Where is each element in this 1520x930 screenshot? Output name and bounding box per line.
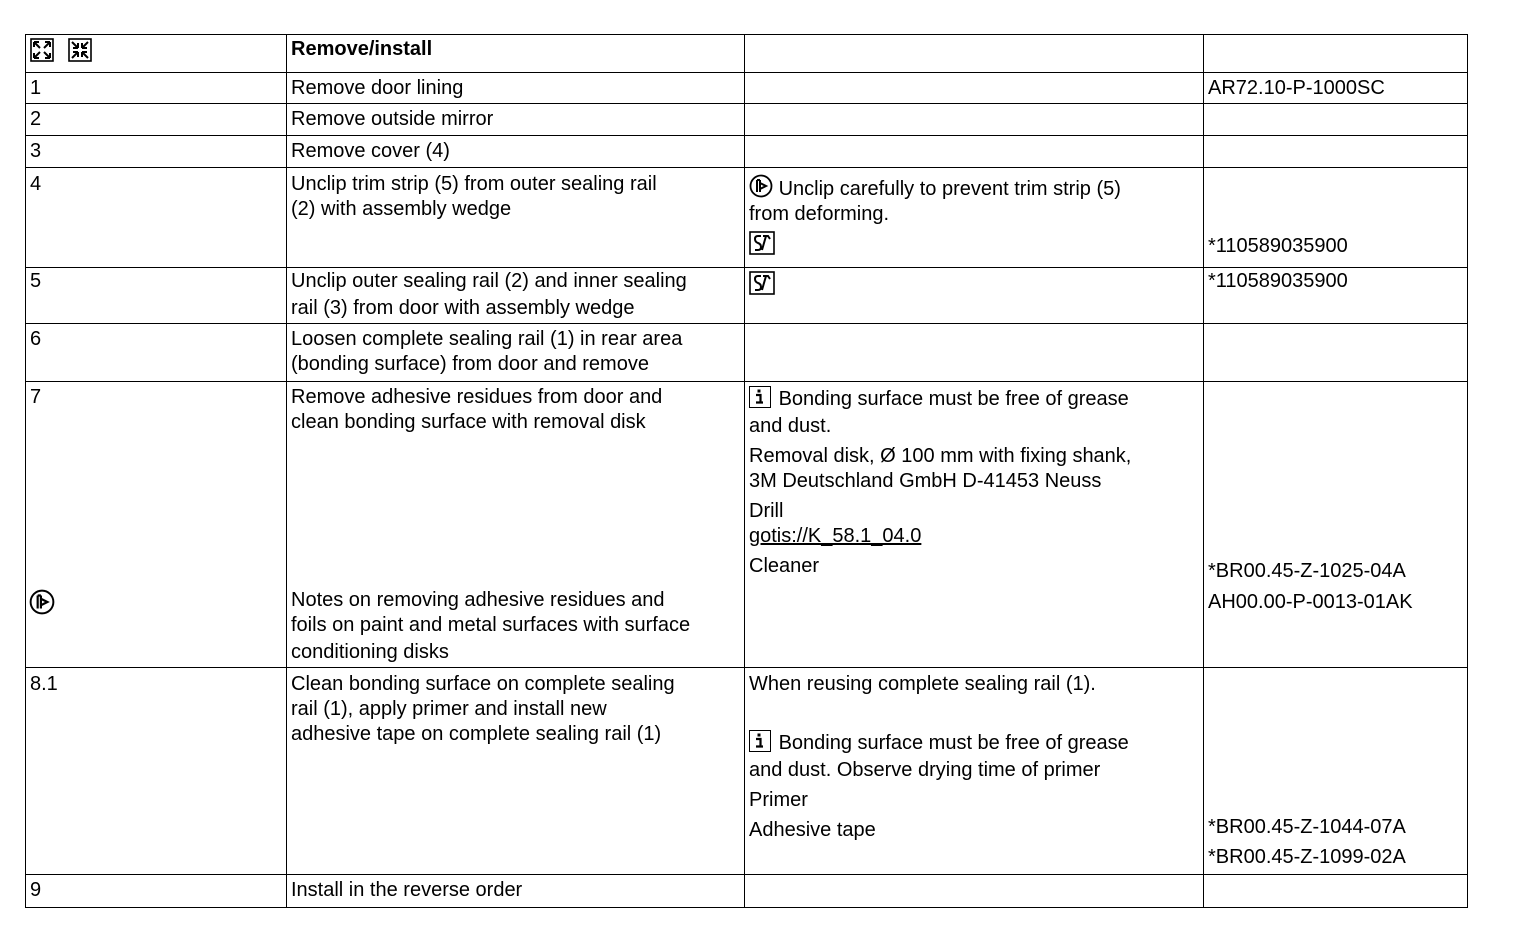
reference-link[interactable]: AH00.00-P-0013-01AK xyxy=(1208,591,1413,613)
table-row xyxy=(26,73,1468,104)
header-icons-cell xyxy=(26,35,287,73)
table-row xyxy=(26,136,1468,168)
expand-icon[interactable] xyxy=(30,38,54,62)
step-number: 8.1 xyxy=(26,668,287,875)
step-notes xyxy=(745,875,1204,908)
table-row xyxy=(26,382,1468,668)
table-row xyxy=(26,268,1468,324)
tool-number[interactable]: *110589035900 xyxy=(1208,235,1348,257)
table-row xyxy=(26,168,1468,268)
step-action: Install in the reverse order xyxy=(287,875,745,908)
table-row xyxy=(26,668,1468,875)
step-reference xyxy=(1204,268,1468,324)
step-action: Unclip trim strip (5) from outer sealing rail (2) with assembly wedge xyxy=(287,168,745,268)
step-number: 2 xyxy=(26,104,287,136)
step-number: 7 xyxy=(26,382,287,668)
step-reference xyxy=(1204,875,1468,908)
notes-block: Notes on removing adhesive residues and foils on paint and metal surfaces with surface conditioning disks xyxy=(291,589,691,663)
step-notes xyxy=(745,104,1204,136)
table-header-row xyxy=(26,35,1468,73)
caution-icon xyxy=(29,589,55,615)
special-tool-icon[interactable] xyxy=(749,271,775,295)
step-action: Loosen complete sealing rail (1) in rear area (bonding surface) from door and remove xyxy=(287,324,745,382)
header-empty-cell xyxy=(745,35,1204,73)
table-row xyxy=(26,875,1468,908)
reference-link[interactable]: *BR00.45-Z-1025-04A xyxy=(1208,560,1406,582)
step-notes xyxy=(745,268,1204,324)
reference-link[interactable]: *BR00.45-Z-1044-07A xyxy=(1208,816,1406,838)
step-number: 1 xyxy=(26,73,287,104)
step-number: 6 xyxy=(26,324,287,382)
info-icon xyxy=(749,730,771,752)
step-action: Clean bonding surface on complete sealing rail (1), apply primer and install new adhesive tape on complete sealing rail (1) xyxy=(287,668,745,875)
step-action: Remove cover (4) xyxy=(287,136,745,168)
step-number: 9 xyxy=(26,875,287,908)
table-row xyxy=(26,324,1468,382)
reference-link[interactable]: AR72.10-P-1000SC xyxy=(1208,77,1385,99)
caution-icon xyxy=(749,174,773,198)
step-reference xyxy=(1204,73,1468,104)
step-reference xyxy=(1204,324,1468,382)
step-notes xyxy=(745,136,1204,168)
tool-number[interactable]: *110589035900 xyxy=(1208,270,1348,292)
step-number: 3 xyxy=(26,136,287,168)
table-row xyxy=(26,104,1468,136)
step-notes: Bonding surface must be free of grease and dust. Removal disk, Ø 100 mm with fixing shank, 3M Deutschland GmbH D-41453 Neuss Drill gotis://K_58.1_04.0 Cleaner xyxy=(745,382,1204,668)
step-notes xyxy=(745,73,1204,104)
procedure-table xyxy=(25,34,1468,908)
header-empty-cell xyxy=(1204,35,1468,73)
step-number: 4 xyxy=(26,168,287,268)
step-notes xyxy=(745,324,1204,382)
header-title: Remove/install xyxy=(287,35,745,73)
gotis-link[interactable]: gotis://K_58.1_04.0 xyxy=(749,525,922,547)
info-icon xyxy=(749,386,771,408)
step-reference xyxy=(1204,104,1468,136)
step-action: Remove adhesive residues from door and clean bonding surface with removal disk Notes on removing adhesive residues and foils on paint and metal surfaces with surface conditioning disks xyxy=(287,382,745,668)
step-reference xyxy=(1204,668,1468,875)
step-notes: When reusing complete sealing rail (1). Bonding surface must be free of grease and dust. Observe drying time of primer Primer Adhesive tape xyxy=(745,668,1204,875)
special-tool-icon[interactable] xyxy=(749,231,775,255)
reference-link[interactable]: *BR00.45-Z-1099-02A xyxy=(1208,846,1406,868)
step-number: 5 xyxy=(26,268,287,324)
collapse-icon[interactable] xyxy=(68,38,92,62)
step-action: Remove door lining xyxy=(287,73,745,104)
step-action: Unclip outer sealing rail (2) and inner sealing rail (3) from door with assembly wedge xyxy=(287,268,745,324)
step-reference xyxy=(1204,382,1468,668)
step-reference xyxy=(1204,168,1468,268)
step-action: Remove outside mirror xyxy=(287,104,745,136)
step-notes: Unclip carefully to prevent trim strip (5) from deforming. xyxy=(745,168,1204,268)
step-reference xyxy=(1204,136,1468,168)
